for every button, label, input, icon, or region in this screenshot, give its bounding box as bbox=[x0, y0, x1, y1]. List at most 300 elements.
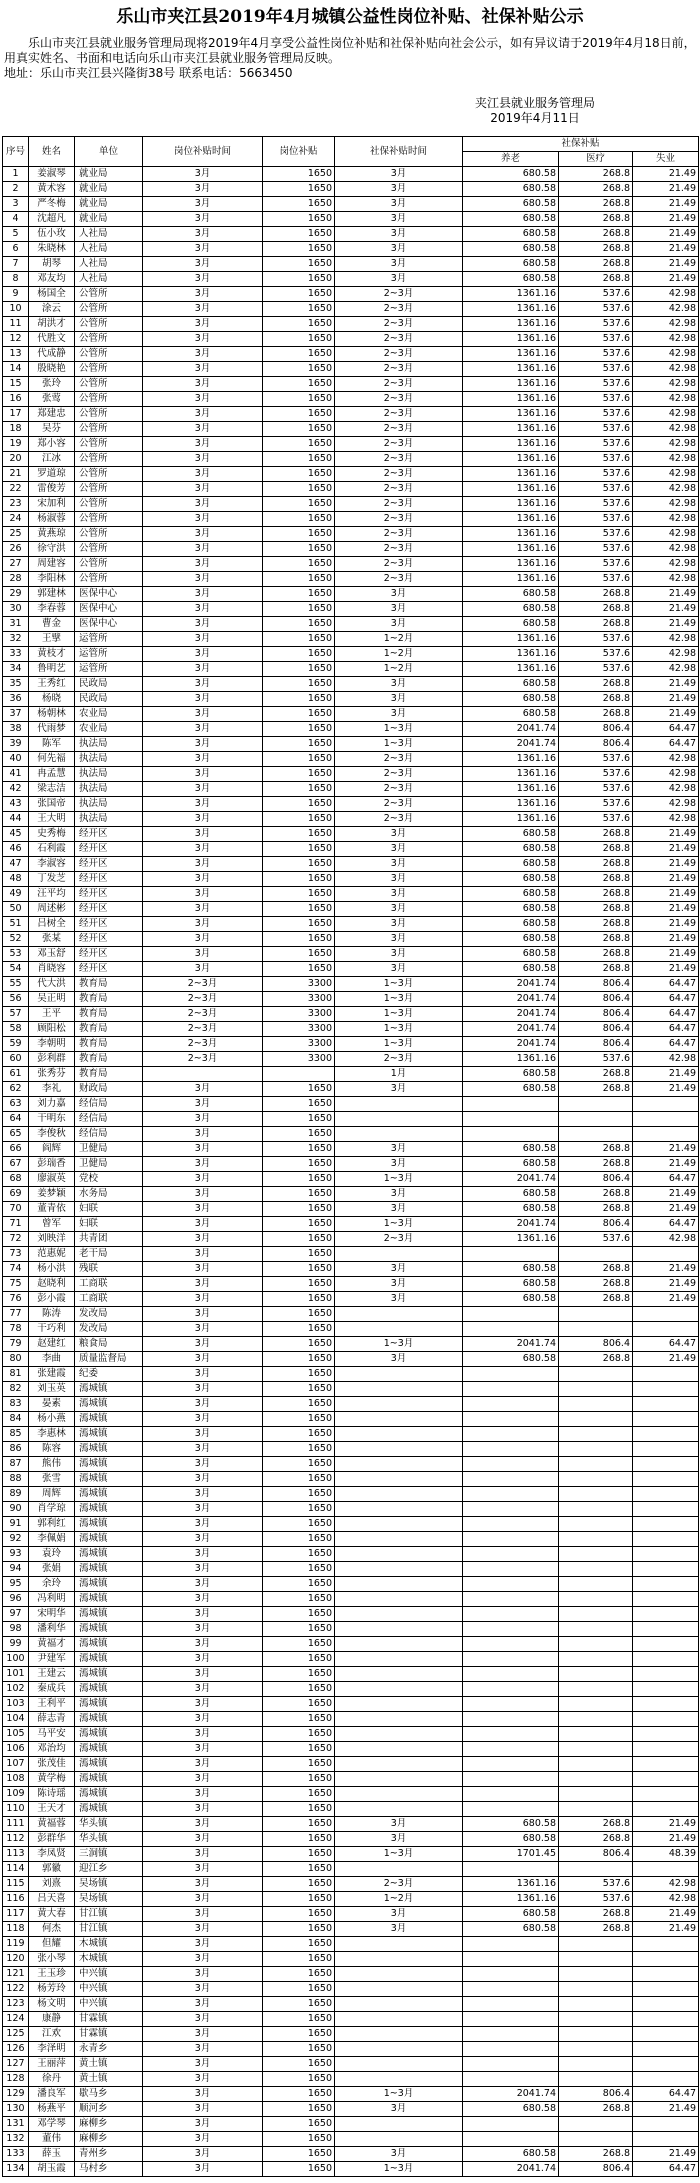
cell-medical bbox=[559, 1862, 633, 1877]
table-row bbox=[3, 332, 699, 347]
cell-ss-time: 3月 bbox=[335, 917, 463, 932]
cell-name: 邓玉舒 bbox=[29, 947, 75, 962]
cell-pension: 680.58 bbox=[463, 962, 559, 977]
cell-pension: 680.58 bbox=[463, 167, 559, 182]
cell-medical: 537.6 bbox=[559, 782, 633, 797]
cell-no: 71 bbox=[3, 1217, 29, 1232]
cell-post-time: 3月 bbox=[143, 812, 263, 827]
cell-pension: 680.58 bbox=[463, 692, 559, 707]
table-row bbox=[3, 1022, 699, 1037]
cell-unit: 残联 bbox=[75, 1262, 143, 1277]
cell-post-subsidy: 1650 bbox=[263, 812, 335, 827]
cell-pension bbox=[463, 1937, 559, 1952]
cell-unit: 迎江乡 bbox=[75, 1862, 143, 1877]
cell-no: 14 bbox=[3, 362, 29, 377]
cell-medical: 268.8 bbox=[559, 1352, 633, 1367]
cell-unemployment bbox=[633, 2027, 699, 2042]
cell-no: 133 bbox=[3, 2147, 29, 2162]
cell-post-time: 3月 bbox=[143, 1592, 263, 1607]
cell-name: 邓学琴 bbox=[29, 2117, 75, 2132]
cell-pension: 680.58 bbox=[463, 707, 559, 722]
cell-unemployment: 42.98 bbox=[633, 452, 699, 467]
cell-name: 干明东 bbox=[29, 1112, 75, 1127]
cell-ss-time: 3月 bbox=[335, 902, 463, 917]
cell-no: 80 bbox=[3, 1352, 29, 1367]
cell-post-time: 3月 bbox=[143, 482, 263, 497]
cell-medical: 268.8 bbox=[559, 842, 633, 857]
cell-ss-time: 1~2月 bbox=[335, 1892, 463, 1907]
cell-unemployment: 21.49 bbox=[633, 1262, 699, 1277]
cell-name: 郑小容 bbox=[29, 437, 75, 452]
cell-no: 116 bbox=[3, 1892, 29, 1907]
address-line: 地址：乐山市夹江县兴隆街38号 联系电话：5663450 bbox=[4, 66, 293, 80]
cell-post-time: 2~3月 bbox=[143, 1007, 263, 1022]
cell-medical bbox=[559, 1667, 633, 1682]
cell-no: 12 bbox=[3, 332, 29, 347]
cell-name: 彭小霞 bbox=[29, 1292, 75, 1307]
cell-post-time: 3月 bbox=[143, 497, 263, 512]
cell-unit: 公管所 bbox=[75, 302, 143, 317]
cell-unemployment bbox=[633, 1772, 699, 1787]
cell-ss-time: 3月 bbox=[335, 602, 463, 617]
cell-medical: 268.8 bbox=[559, 902, 633, 917]
cell-no: 28 bbox=[3, 572, 29, 587]
cell-ss-time: 1~2月 bbox=[335, 632, 463, 647]
cell-post-time: 3月 bbox=[143, 1877, 263, 1892]
cell-post-subsidy: 1650 bbox=[263, 542, 335, 557]
cell-unemployment: 42.98 bbox=[633, 527, 699, 542]
cell-post-time: 3月 bbox=[143, 1697, 263, 1712]
cell-unit: 漹城镇 bbox=[75, 1712, 143, 1727]
cell-pension bbox=[463, 1772, 559, 1787]
cell-pension bbox=[463, 1682, 559, 1697]
cell-name: 胡玉霞 bbox=[29, 2162, 75, 2177]
cell-name: 李佩娟 bbox=[29, 1532, 75, 1547]
cell-pension bbox=[463, 1097, 559, 1112]
cell-name: 范惠妮 bbox=[29, 1247, 75, 1262]
cell-unemployment: 21.49 bbox=[633, 1922, 699, 1937]
cell-pension: 680.58 bbox=[463, 1202, 559, 1217]
cell-pension: 1361.16 bbox=[463, 632, 559, 647]
cell-post-subsidy: 1650 bbox=[263, 1517, 335, 1532]
cell-no: 24 bbox=[3, 512, 29, 527]
header-ss-time: 社保补贴时间 bbox=[335, 137, 463, 167]
table-row bbox=[3, 1277, 699, 1292]
cell-unemployment bbox=[633, 1427, 699, 1442]
cell-medical: 537.6 bbox=[559, 512, 633, 527]
cell-unit: 吴场镇 bbox=[75, 1877, 143, 1892]
cell-post-subsidy: 1650 bbox=[263, 572, 335, 587]
cell-unit: 漹城镇 bbox=[75, 1412, 143, 1427]
cell-ss-time: 3月 bbox=[335, 857, 463, 872]
cell-ss-time: 3月 bbox=[335, 707, 463, 722]
cell-unemployment bbox=[633, 1967, 699, 1982]
table-row bbox=[3, 1142, 699, 1157]
cell-name: 张小琴 bbox=[29, 1952, 75, 1967]
cell-ss-time bbox=[335, 1997, 463, 2012]
cell-post-time: 3月 bbox=[143, 557, 263, 572]
cell-ss-time bbox=[335, 1697, 463, 1712]
cell-ss-time: 2~3月 bbox=[335, 467, 463, 482]
cell-post-time: 3月 bbox=[143, 1997, 263, 2012]
cell-medical: 537.6 bbox=[559, 797, 633, 812]
table-row bbox=[3, 257, 699, 272]
cell-post-subsidy: 1650 bbox=[263, 887, 335, 902]
cell-post-subsidy: 1650 bbox=[263, 467, 335, 482]
cell-no: 92 bbox=[3, 1532, 29, 1547]
cell-unemployment bbox=[633, 1307, 699, 1322]
table-row bbox=[3, 317, 699, 332]
cell-unit: 木城镇 bbox=[75, 1937, 143, 1952]
cell-no: 9 bbox=[3, 287, 29, 302]
cell-unit: 民政局 bbox=[75, 692, 143, 707]
cell-ss-time: 2~3月 bbox=[335, 1232, 463, 1247]
cell-no: 121 bbox=[3, 1967, 29, 1982]
cell-no: 78 bbox=[3, 1322, 29, 1337]
cell-ss-time: 2~3月 bbox=[335, 287, 463, 302]
cell-post-subsidy: 1650 bbox=[263, 1442, 335, 1457]
cell-pension: 1361.16 bbox=[463, 362, 559, 377]
cell-post-time: 3月 bbox=[143, 1562, 263, 1577]
cell-pension: 2041.74 bbox=[463, 992, 559, 1007]
cell-name: 马平安 bbox=[29, 1727, 75, 1742]
cell-name: 何杰 bbox=[29, 1922, 75, 1937]
cell-pension: 680.58 bbox=[463, 197, 559, 212]
cell-ss-time: 3月 bbox=[335, 257, 463, 272]
cell-ss-time: 2~3月 bbox=[335, 452, 463, 467]
cell-ss-time: 2~3月 bbox=[335, 332, 463, 347]
cell-pension bbox=[463, 1742, 559, 1757]
cell-name: 张建霞 bbox=[29, 1367, 75, 1382]
table-row bbox=[3, 1712, 699, 1727]
table-row bbox=[3, 1982, 699, 1997]
cell-post-time: 3月 bbox=[143, 197, 263, 212]
cell-unemployment bbox=[633, 1667, 699, 1682]
cell-ss-time: 3月 bbox=[335, 197, 463, 212]
cell-post-time: 3月 bbox=[143, 1517, 263, 1532]
cell-no: 59 bbox=[3, 1037, 29, 1052]
cell-medical bbox=[559, 1472, 633, 1487]
cell-name: 杨小洪 bbox=[29, 1262, 75, 1277]
cell-unit: 漹城镇 bbox=[75, 1487, 143, 1502]
cell-medical bbox=[559, 2117, 633, 2132]
table-row bbox=[3, 1517, 699, 1532]
cell-no: 51 bbox=[3, 917, 29, 932]
cell-no: 20 bbox=[3, 452, 29, 467]
cell-medical bbox=[559, 1742, 633, 1757]
cell-no: 128 bbox=[3, 2072, 29, 2087]
cell-no: 3 bbox=[3, 197, 29, 212]
cell-unit: 水务局 bbox=[75, 1187, 143, 1202]
cell-medical: 537.6 bbox=[559, 752, 633, 767]
table-row bbox=[3, 737, 699, 752]
cell-no: 26 bbox=[3, 542, 29, 557]
cell-post-time: 3月 bbox=[143, 617, 263, 632]
cell-pension: 2041.74 bbox=[463, 1037, 559, 1052]
cell-medical bbox=[559, 1442, 633, 1457]
cell-ss-time: 3月 bbox=[335, 2102, 463, 2117]
cell-pension: 680.58 bbox=[463, 902, 559, 917]
cell-post-time: 3月 bbox=[143, 1172, 263, 1187]
cell-post-subsidy: 1650 bbox=[263, 392, 335, 407]
cell-post-subsidy: 1650 bbox=[263, 2072, 335, 2087]
cell-unit: 就业局 bbox=[75, 212, 143, 227]
cell-medical bbox=[559, 1127, 633, 1142]
cell-pension bbox=[463, 1952, 559, 1967]
cell-medical: 537.6 bbox=[559, 647, 633, 662]
cell-post-time: 2~3月 bbox=[143, 1052, 263, 1067]
cell-no: 38 bbox=[3, 722, 29, 737]
cell-unemployment: 21.49 bbox=[633, 182, 699, 197]
cell-no: 74 bbox=[3, 1262, 29, 1277]
cell-unemployment: 64.47 bbox=[633, 977, 699, 992]
cell-ss-time: 2~3月 bbox=[335, 1052, 463, 1067]
cell-pension: 680.58 bbox=[463, 1832, 559, 1847]
table-row bbox=[3, 1607, 699, 1622]
cell-post-time: 3月 bbox=[143, 167, 263, 182]
header-no: 序号 bbox=[3, 137, 29, 167]
cell-ss-time bbox=[335, 1412, 463, 1427]
cell-unit: 公管所 bbox=[75, 467, 143, 482]
cell-unit: 公管所 bbox=[75, 557, 143, 572]
cell-post-time: 3月 bbox=[143, 302, 263, 317]
cell-pension bbox=[463, 1787, 559, 1802]
cell-medical bbox=[559, 1322, 633, 1337]
table-row bbox=[3, 2012, 699, 2027]
cell-unit: 医保中心 bbox=[75, 602, 143, 617]
cell-ss-time bbox=[335, 1547, 463, 1562]
table-row bbox=[3, 1052, 699, 1067]
cell-unit: 中兴镇 bbox=[75, 1997, 143, 2012]
cell-unemployment: 21.49 bbox=[633, 1832, 699, 1847]
cell-medical bbox=[559, 2012, 633, 2027]
cell-unemployment bbox=[633, 1937, 699, 1952]
table-row bbox=[3, 707, 699, 722]
cell-no: 15 bbox=[3, 377, 29, 392]
cell-post-subsidy: 1650 bbox=[263, 1202, 335, 1217]
cell-pension: 1361.16 bbox=[463, 317, 559, 332]
table-row bbox=[3, 212, 699, 227]
cell-medical bbox=[559, 1697, 633, 1712]
cell-post-subsidy: 1650 bbox=[263, 1412, 335, 1427]
cell-pension: 1361.16 bbox=[463, 497, 559, 512]
cell-post-time: 3月 bbox=[143, 227, 263, 242]
cell-medical: 806.4 bbox=[559, 1847, 633, 1862]
cell-post-time: 3月 bbox=[143, 947, 263, 962]
table-row bbox=[3, 1217, 699, 1232]
table-row bbox=[3, 1457, 699, 1472]
table-row bbox=[3, 827, 699, 842]
cell-ss-time: 1~3月 bbox=[335, 1007, 463, 1022]
cell-no: 131 bbox=[3, 2117, 29, 2132]
cell-unit: 漹城镇 bbox=[75, 1727, 143, 1742]
cell-post-subsidy: 1650 bbox=[263, 257, 335, 272]
cell-pension: 1361.16 bbox=[463, 542, 559, 557]
cell-medical: 268.8 bbox=[559, 617, 633, 632]
cell-name: 何先福 bbox=[29, 752, 75, 767]
cell-medical: 537.6 bbox=[559, 632, 633, 647]
cell-no: 126 bbox=[3, 2042, 29, 2057]
cell-post-time: 3月 bbox=[143, 782, 263, 797]
cell-unemployment: 42.98 bbox=[633, 662, 699, 677]
cell-name: 刘力嘉 bbox=[29, 1097, 75, 1112]
cell-ss-time bbox=[335, 1667, 463, 1682]
table-row bbox=[3, 2102, 699, 2117]
cell-unit: 教育局 bbox=[75, 977, 143, 992]
cell-ss-time bbox=[335, 1622, 463, 1637]
cell-name: 潘利华 bbox=[29, 1622, 75, 1637]
cell-pension bbox=[463, 1862, 559, 1877]
cell-post-subsidy: 1650 bbox=[263, 2042, 335, 2057]
table-row bbox=[3, 2027, 699, 2042]
cell-name: 李阳林 bbox=[29, 572, 75, 587]
cell-no: 87 bbox=[3, 1457, 29, 1472]
cell-pension bbox=[463, 1547, 559, 1562]
cell-name: 袁玲 bbox=[29, 1547, 75, 1562]
cell-name: 张莺 bbox=[29, 392, 75, 407]
cell-post-subsidy: 1650 bbox=[263, 1562, 335, 1577]
cell-post-time: 3月 bbox=[143, 527, 263, 542]
cell-pension: 680.58 bbox=[463, 917, 559, 932]
cell-post-time: 3月 bbox=[143, 1532, 263, 1547]
cell-post-subsidy: 1650 bbox=[263, 287, 335, 302]
cell-pension: 2041.74 bbox=[463, 2087, 559, 2102]
cell-unit: 漹城镇 bbox=[75, 1427, 143, 1442]
cell-post-subsidy: 1650 bbox=[263, 2147, 335, 2162]
cell-name: 陈容 bbox=[29, 1442, 75, 1457]
cell-unit: 公管所 bbox=[75, 512, 143, 527]
cell-unit: 发改局 bbox=[75, 1307, 143, 1322]
cell-medical: 268.8 bbox=[559, 1277, 633, 1292]
table-row bbox=[3, 662, 699, 677]
cell-medical: 806.4 bbox=[559, 2087, 633, 2102]
cell-unemployment bbox=[633, 1577, 699, 1592]
cell-ss-time: 1~3月 bbox=[335, 1172, 463, 1187]
cell-name: 薛志青 bbox=[29, 1712, 75, 1727]
table-row bbox=[3, 1082, 699, 1097]
cell-medical bbox=[559, 2042, 633, 2057]
cell-name: 刘玉英 bbox=[29, 1382, 75, 1397]
cell-unit: 公管所 bbox=[75, 362, 143, 377]
cell-medical bbox=[559, 1577, 633, 1592]
cell-name: 周建容 bbox=[29, 557, 75, 572]
cell-pension: 1361.16 bbox=[463, 407, 559, 422]
cell-unemployment bbox=[633, 2072, 699, 2087]
cell-pension: 1361.16 bbox=[463, 482, 559, 497]
cell-unemployment: 21.49 bbox=[633, 707, 699, 722]
cell-post-subsidy: 1650 bbox=[263, 752, 335, 767]
cell-ss-time bbox=[335, 1772, 463, 1787]
cell-unemployment: 21.49 bbox=[633, 602, 699, 617]
cell-unit: 甘霖镇 bbox=[75, 2012, 143, 2027]
cell-medical: 806.4 bbox=[559, 1172, 633, 1187]
cell-name: 李俊秋 bbox=[29, 1127, 75, 1142]
cell-post-subsidy: 1650 bbox=[263, 707, 335, 722]
cell-pension bbox=[463, 1577, 559, 1592]
table-row bbox=[3, 2087, 699, 2102]
cell-ss-time: 1~3月 bbox=[335, 1022, 463, 1037]
cell-unemployment: 42.98 bbox=[633, 362, 699, 377]
table-row bbox=[3, 242, 699, 257]
cell-post-time: 3月 bbox=[143, 2132, 263, 2147]
cell-ss-time bbox=[335, 1742, 463, 1757]
cell-post-subsidy: 1650 bbox=[263, 1742, 335, 1757]
table-row bbox=[3, 437, 699, 452]
cell-no: 70 bbox=[3, 1202, 29, 1217]
cell-unemployment bbox=[633, 1097, 699, 1112]
cell-medical: 268.8 bbox=[559, 2102, 633, 2117]
header-post-subsidy: 岗位补贴 bbox=[263, 137, 335, 167]
cell-pension bbox=[463, 1667, 559, 1682]
cell-medical bbox=[559, 1982, 633, 1997]
cell-no: 47 bbox=[3, 857, 29, 872]
cell-no: 88 bbox=[3, 1472, 29, 1487]
cell-no: 104 bbox=[3, 1712, 29, 1727]
cell-unit: 经开区 bbox=[75, 842, 143, 857]
cell-pension: 680.58 bbox=[463, 257, 559, 272]
cell-post-subsidy: 1650 bbox=[263, 1232, 335, 1247]
cell-no: 35 bbox=[3, 677, 29, 692]
cell-no: 75 bbox=[3, 1277, 29, 1292]
cell-name: 李凤贤 bbox=[29, 1847, 75, 1862]
cell-medical: 806.4 bbox=[559, 1337, 633, 1352]
cell-pension: 1361.16 bbox=[463, 1052, 559, 1067]
cell-post-time: 3月 bbox=[143, 722, 263, 737]
cell-name: 李朝明 bbox=[29, 1037, 75, 1052]
cell-post-time: 3月 bbox=[143, 1262, 263, 1277]
cell-no: 112 bbox=[3, 1832, 29, 1847]
cell-post-time: 3月 bbox=[143, 962, 263, 977]
table-row bbox=[3, 422, 699, 437]
table-row bbox=[3, 302, 699, 317]
cell-unit: 人社局 bbox=[75, 227, 143, 242]
cell-unemployment bbox=[633, 1742, 699, 1757]
cell-post-subsidy: 1650 bbox=[263, 497, 335, 512]
cell-unit: 执法局 bbox=[75, 812, 143, 827]
cell-name: 余玲 bbox=[29, 1577, 75, 1592]
notice-text: 乐山市夹江县就业服务管理局现将2019年4月享受公益性岗位补贴和社保补贴向社会公示，如有异议请于2019年4月18日前，用真实姓名、书面和电话向乐山市夹江县就业服务管理局反映。 bbox=[4, 36, 696, 65]
cell-unit: 公管所 bbox=[75, 422, 143, 437]
table-row bbox=[3, 857, 699, 872]
table-row bbox=[3, 1892, 699, 1907]
cell-no: 4 bbox=[3, 212, 29, 227]
cell-unit: 公管所 bbox=[75, 392, 143, 407]
cell-ss-time bbox=[335, 1397, 463, 1412]
cell-unemployment: 21.49 bbox=[633, 1292, 699, 1307]
cell-pension: 1361.16 bbox=[463, 437, 559, 452]
cell-no: 89 bbox=[3, 1487, 29, 1502]
cell-ss-time bbox=[335, 1382, 463, 1397]
cell-ss-time bbox=[335, 1727, 463, 1742]
table-row bbox=[3, 1397, 699, 1412]
cell-post-time: 3月 bbox=[143, 1472, 263, 1487]
cell-post-subsidy: 1650 bbox=[263, 1382, 335, 1397]
cell-unemployment: 42.98 bbox=[633, 317, 699, 332]
cell-unemployment bbox=[633, 1802, 699, 1817]
cell-unit: 漹城镇 bbox=[75, 1382, 143, 1397]
cell-no: 83 bbox=[3, 1397, 29, 1412]
cell-unemployment: 21.49 bbox=[633, 2147, 699, 2162]
cell-unemployment: 21.49 bbox=[633, 932, 699, 947]
cell-unemployment: 21.49 bbox=[633, 197, 699, 212]
cell-post-time: 3月 bbox=[143, 1682, 263, 1697]
cell-post-subsidy: 1650 bbox=[263, 932, 335, 947]
cell-post-subsidy: 1650 bbox=[263, 1607, 335, 1622]
cell-post-subsidy: 1650 bbox=[263, 1877, 335, 1892]
cell-post-time: 3月 bbox=[143, 1937, 263, 1952]
cell-medical bbox=[559, 1247, 633, 1262]
cell-post-time: 3月 bbox=[143, 2057, 263, 2072]
